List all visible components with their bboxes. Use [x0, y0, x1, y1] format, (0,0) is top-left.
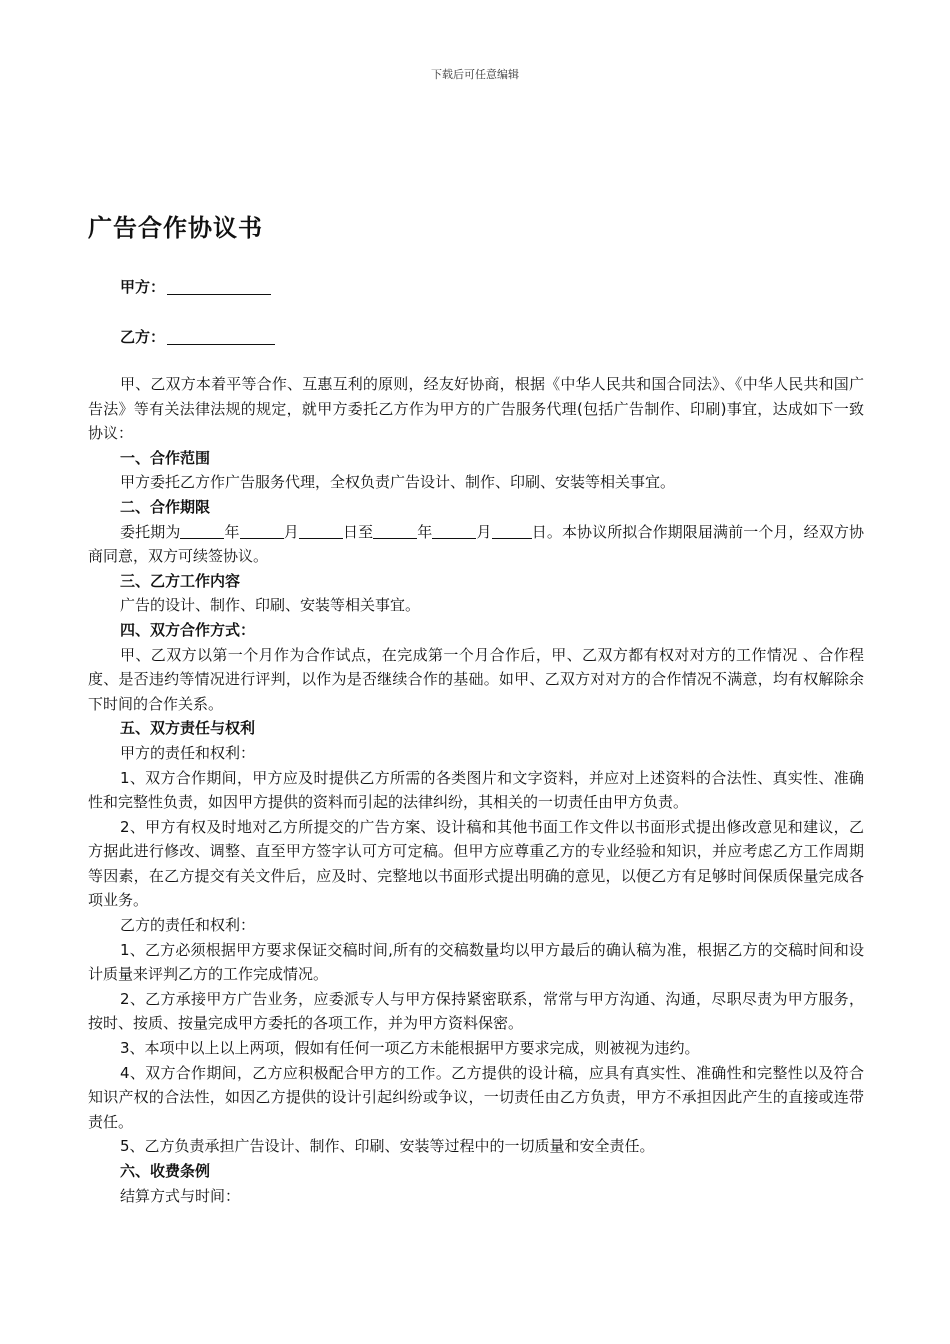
party-a-duty-1: 1、双方合作期间，甲方应及时提供乙方所需的各类图片和文字资料，并应对上述资料的合法性、真实性、准确性和完整性负责，如因甲方提供的资料而引起的法律纠纷，其相关的一切责任由甲方负责。 [88, 768, 864, 812]
section-2-heading: 二、合作期限 [120, 497, 211, 516]
party-b-duty-2: 2、乙方承接甲方广告业务，应委派专人与甲方保持紧密联系，常常与甲方沟通、沟通，尽职尽责为甲方服务，按时、按质、按量完成甲方委托的各项工作，并为甲方资料保密。 [88, 989, 864, 1033]
start-year-blank [180, 524, 224, 539]
month-label: 月 [283, 522, 299, 541]
start-day-blank [299, 524, 343, 539]
party-b-label: 乙方： [120, 328, 166, 346]
section-2-text [88, 520, 864, 569]
party-b-line [120, 326, 275, 347]
day-to-label: 日至 [342, 522, 374, 541]
section-5-heading: 五、双方责任与权利 [120, 719, 256, 738]
section-4-text: 甲、乙双方以第一个月作为合作试点，在完成第一个月合作后，甲、乙双方都有权对对方的工作情况 、合作程度、是否违约等情况进行评判，以作为是否继续合作的基础。如甲、乙双方对对方的合作情况不满意，均有权解除余下时间的合作关系。 [88, 645, 864, 713]
intro-paragraph: 甲、乙双方本着平等合作、互惠互利的原则，经友好协商，根据《中华人民共和国合同法》、《中华人民共和国广告法》等有关法律法规的规定，就甲方委托乙方作为甲方的广告服务代理(包括广告制作、印刷)事宜，达成如下一致协议： [88, 375, 864, 443]
party-b-blank [167, 328, 275, 345]
party-b-duty-3: 3、本项中以上以上两项，假如有任何一项乙方未能根据甲方要求完成，则被视为违约。 [120, 1039, 700, 1058]
section-6-subheading: 结算方式与时间： [120, 1186, 241, 1205]
section-3-heading: 三、乙方工作内容 [120, 571, 241, 590]
day-end-label: 日。 [531, 522, 562, 541]
party-a-label: 甲方： [120, 278, 166, 296]
year-label: 年 [417, 522, 433, 541]
section-1-text: 甲方委托乙方作广告服务代理，全权负责广告设计、制作、印刷、安装等相关事宜。 [120, 473, 676, 492]
section-1-heading: 一、合作范围 [120, 448, 211, 467]
section-6-heading: 六、收费条例 [120, 1162, 211, 1180]
document-title: 广告合作协议书 [88, 214, 263, 242]
section-4-heading: 四、双方合作方式： [120, 620, 256, 639]
month-label: 月 [476, 522, 492, 541]
renewal-text: 本协议所拟合作期限届满前一个月，经双方协商同意，双方可续签协议。 [88, 522, 864, 566]
party-b-duty-5: 5、乙方负责承担广告设计、制作、印刷、安装等过程中的一切质量和安全责任。 [120, 1137, 655, 1156]
end-month-blank [432, 524, 476, 539]
page-header: 下载后可任意编辑 [431, 68, 519, 81]
end-year-blank [373, 524, 417, 539]
party-b-duty-1: 1、乙方必须根据甲方要求保证交稿时间,所有的交稿数量均以甲方最后的确认稿为准，根据乙方的交稿时间和设计质量来评判乙方的工作完成情况。 [88, 940, 864, 984]
party-a-blank [167, 278, 271, 295]
term-label: 委托期为 [120, 522, 181, 541]
party-a-duties-heading: 甲方的责任和权利： [120, 743, 256, 762]
party-b-duties-heading: 乙方的责任和权利： [120, 916, 256, 935]
start-month-blank [240, 524, 284, 539]
year-label: 年 [224, 522, 240, 541]
party-a-duty-2: 2、甲方有权及时地对乙方所提交的广告方案、设计稿和其他书面工作文件以书面形式提出修改意见和建议，乙方据此进行修改、调整、直至甲方签字认可方可定稿。但甲方应尊重乙方的专业经验和知识，并应考虑乙方工作周期等因素，在乙方提交有关文件后，应及时、完整地以书面形式提出明确的意见，以便乙方有足够时间保质保量完成各项业务。 [88, 817, 864, 910]
end-day-blank [492, 524, 532, 539]
document-body [88, 372, 864, 1208]
section-3-text: 广告的设计、制作、印刷、安装等相关事宜。 [120, 596, 421, 615]
party-a-line [120, 276, 271, 297]
party-b-duty-4: 4、双方合作期间，乙方应积极配合甲方的工作。乙方提供的设计稿，应具有真实性、准确性和完整性以及符合知识产权的合法性，如因乙方提供的设计引起纠纷或争议，一切责任由乙方负责，甲方不承担因此产生的直接或连带责任。 [88, 1063, 864, 1131]
